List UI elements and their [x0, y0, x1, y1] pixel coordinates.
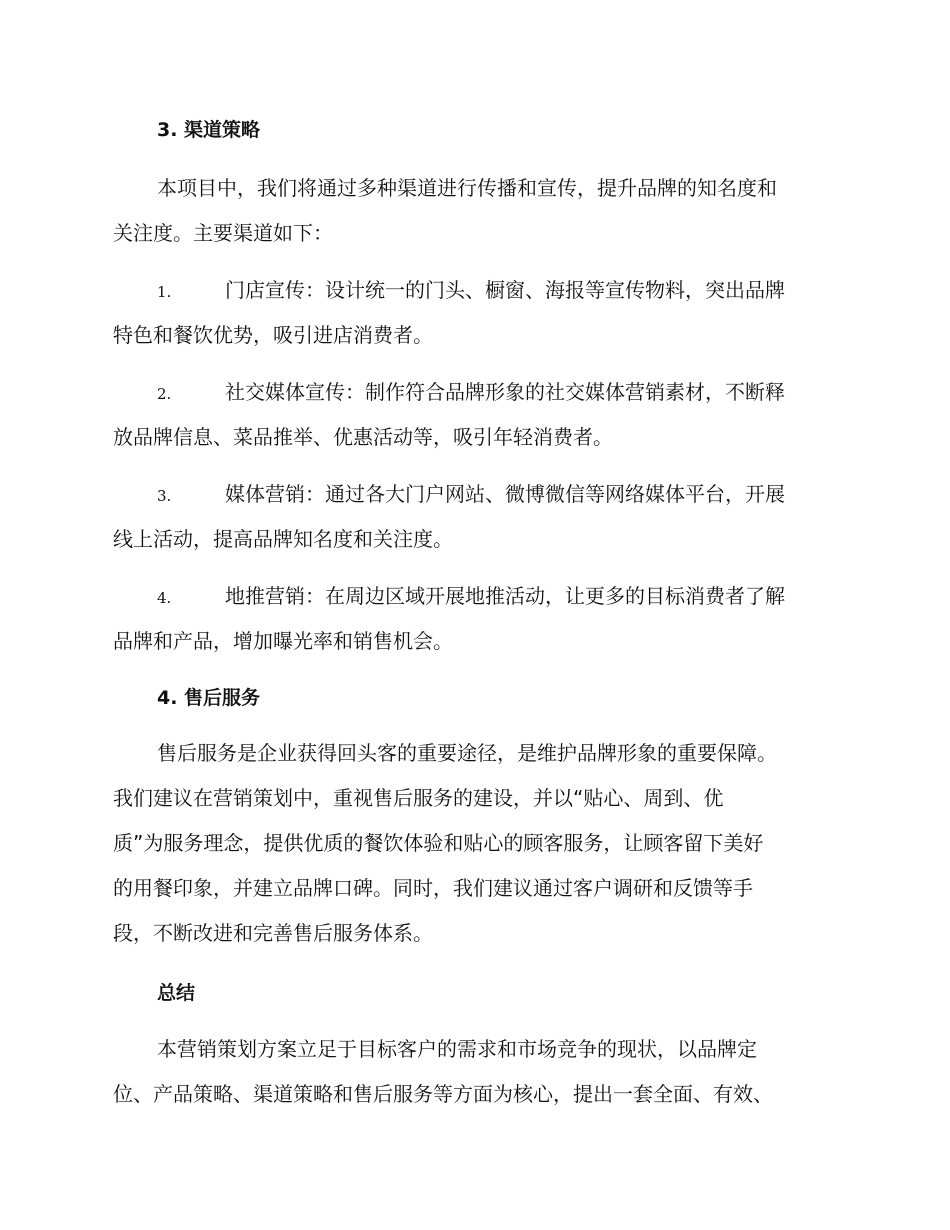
- list-item-line: 放品牌信息、菜品推举、优惠活动等，吸引年轻消费者。: [113, 425, 613, 449]
- section-heading-after-sales: 4. 售后服务: [157, 687, 261, 709]
- list-item-line: 门店宣传：设计统一的门头、橱窗、海报等宣传物料，突出品牌: [225, 278, 785, 302]
- intro-line-1: 本项目中，我们将通过多种渠道进行传播和宣传，提升品牌的知名度和: [157, 176, 777, 200]
- list-item-number: 4.: [157, 589, 172, 607]
- list-item-line: 特色和餐饮优势，吸引进店消费者。: [113, 323, 433, 347]
- list-item-line: 社交媒体宣传：制作符合品牌形象的社交媒体营销素材，不断释: [225, 380, 785, 404]
- list-item-line: 媒体营销：通过各大门户网站、微博微信等网络媒体平台，开展: [225, 482, 785, 506]
- paragraph-line: 质”为服务理念，提供优质的餐饮体验和贴心的顾客服务，让顾客留下美好: [113, 831, 764, 855]
- section-heading-channel-strategy: 3. 渠道策略: [157, 119, 261, 141]
- intro-line-2: 关注度。主要渠道如下：: [113, 221, 333, 245]
- list-item-line: 品牌和产品，增加曝光率和销售机会。: [113, 629, 453, 653]
- paragraph-line: 位、产品策略、渠道策略和售后服务等方面为核心，提出一套全面、有效、: [113, 1082, 773, 1106]
- list-item-line: 线上活动，提高品牌知名度和关注度。: [113, 527, 453, 551]
- paragraph-line: 的用餐印象，并建立品牌口碑。同时，我们建议通过客户调研和反馈等手: [113, 876, 753, 900]
- list-item-line: 地推营销：在周边区域开展地推活动，让更多的目标消费者了解: [225, 584, 785, 608]
- paragraph-line: 段，不断改进和完善售后服务体系。: [113, 921, 433, 945]
- list-item-number: 1.: [157, 283, 172, 301]
- paragraph-line: 本营销策划方案立足于目标客户的需求和市场竞争的现状，以品牌定: [157, 1037, 757, 1061]
- paragraph-line: 我们建议在营销策划中，重视售后服务的建设，并以“贴心、周到、优: [113, 786, 724, 810]
- list-item-number: 3.: [157, 487, 172, 505]
- list-item-number: 2.: [157, 385, 172, 403]
- paragraph-line: 售后服务是企业获得回头客的重要途径，是维护品牌形象的重要保障。: [157, 741, 777, 765]
- section-heading-summary: 总结: [157, 982, 196, 1004]
